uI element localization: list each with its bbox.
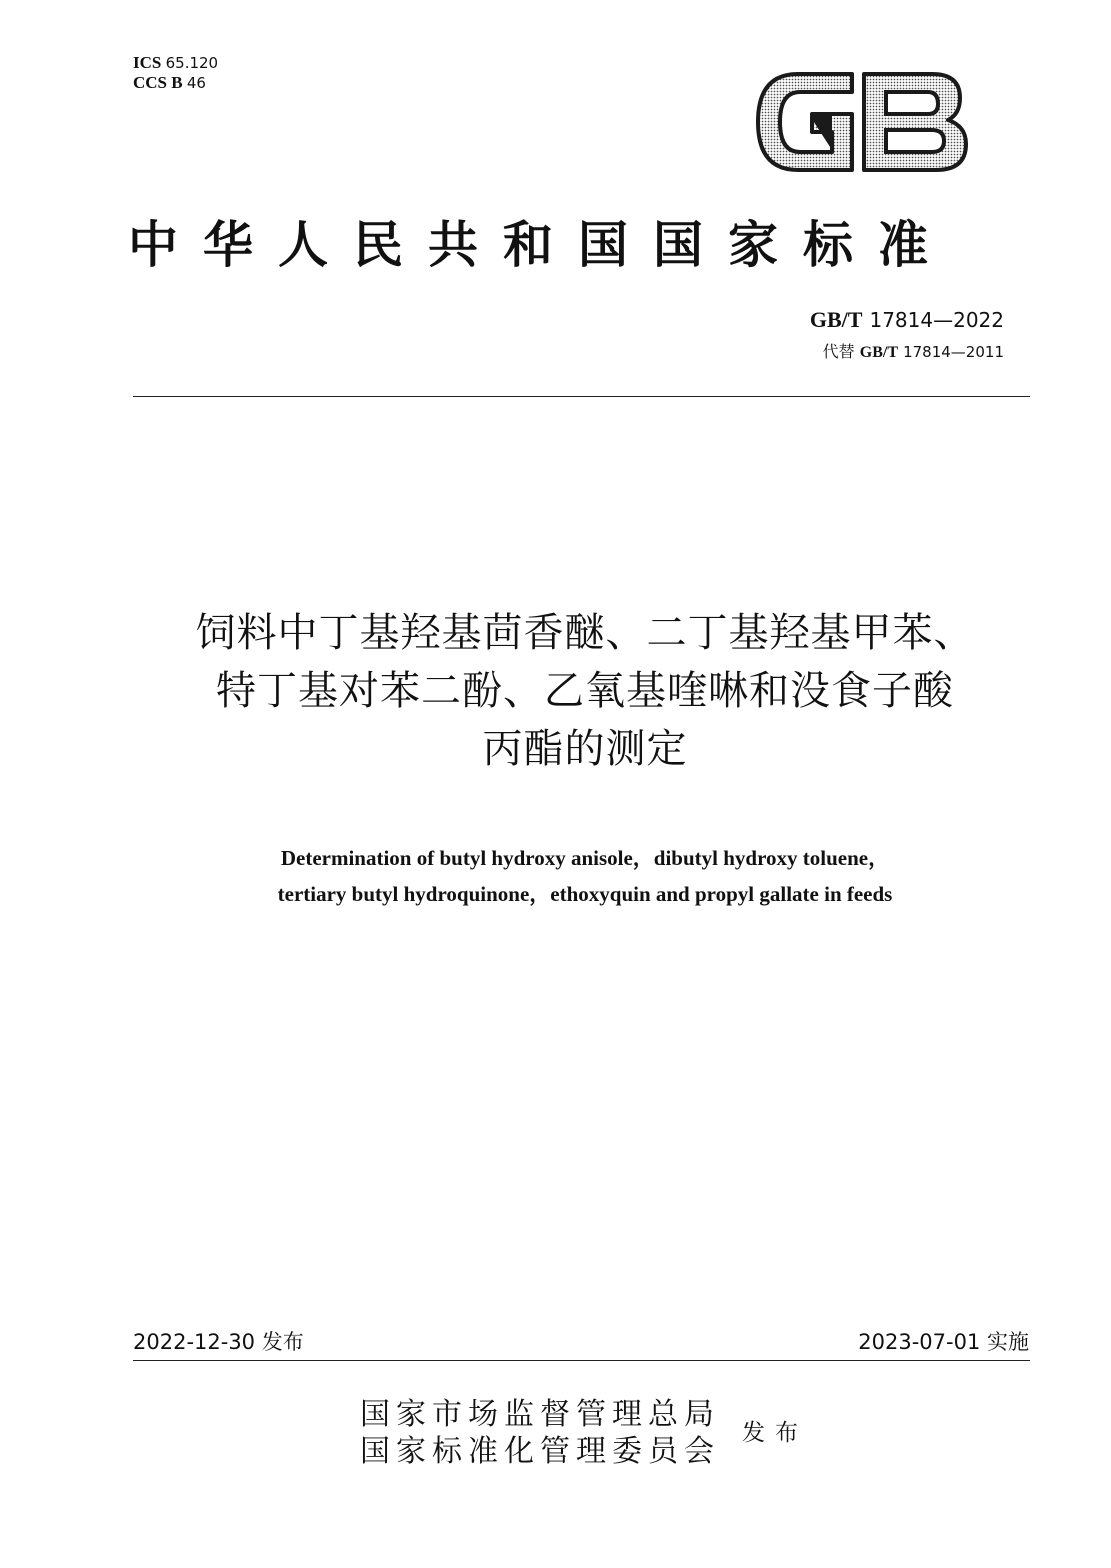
replaces-label: 代替 [822,342,855,361]
implement-date: 2023-07-01 实施 [858,1330,1029,1354]
publish-date: 2022-12-30 发布 [133,1330,304,1354]
ics-code [133,53,218,73]
document-title-cn [110,604,1060,778]
classification-codes [133,53,218,93]
replaces-number: 17814—2011 [903,343,1004,361]
ccs-value: 46 [186,74,206,92]
ccs-code [133,73,218,93]
standard-number [810,307,1004,334]
national-standard-title: 中华人民共和国国家标准 [128,215,953,274]
top-divider [133,396,1030,397]
issuer-name: 国家市场监督管理总局 [360,1397,720,1432]
title-cn-line: 饲料中丁基羟基茴香醚、二丁基羟基甲苯、 [195,610,975,656]
title-en-line: tertiary butyl hydroquinone，ethoxyquin and propyl gallate in feeds [277,882,893,906]
ccs-letter: B [171,73,183,92]
gb-logo [752,66,974,178]
standard-prefix: GB/T [809,307,863,332]
title-cn-line: 特丁基对苯二酚、乙氧基喹啉和没食子酸 [216,668,954,714]
replaces-prefix: GB/T [859,344,898,361]
ccs-label: CCS [133,73,168,92]
issuer-name: 国家标准化管理委员会 [360,1434,720,1469]
gb-logo-icon [752,66,974,178]
ics-label: ICS [133,53,162,72]
replaces-standard [823,342,1004,363]
bottom-divider [133,1360,1030,1361]
title-cn-line: 丙酯的测定 [482,726,688,772]
document-title-en [120,840,1050,912]
issue-label: 发布 [742,1420,808,1446]
standard-number-value: 17814—2022 [869,308,1004,332]
title-en-line: Determination of butyl hydroxy anisole，dibutyl hydroxy toluene， [280,846,890,870]
ics-value: 65.120 [165,54,219,72]
issuing-authorities [360,1396,720,1470]
